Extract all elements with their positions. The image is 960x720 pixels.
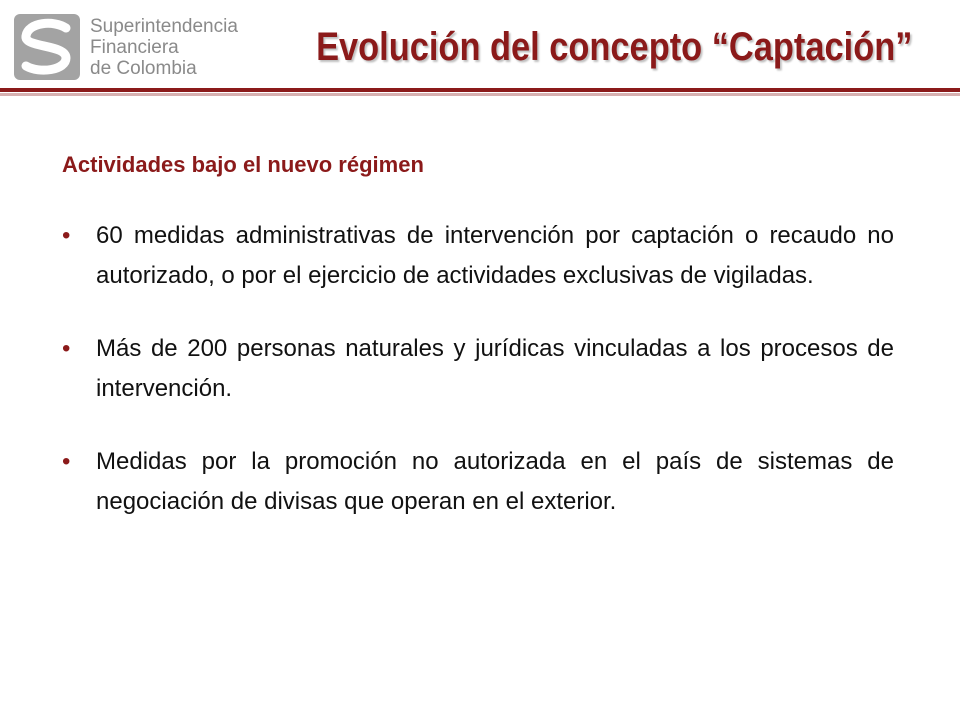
slide-header [0, 0, 960, 100]
bullet-text: Más de 200 personas naturales y jurídicas vinculadas a los procesos de intervención. [96, 335, 894, 402]
slide-title: Evolución del concepto “Captación” [315, 25, 912, 69]
slide-content [62, 150, 894, 555]
header-divider-light [0, 93, 960, 96]
bullet-list [62, 216, 894, 522]
bullet-item [62, 216, 894, 296]
section-subtitle: Actividades bajo el nuevo régimen [62, 152, 424, 177]
bullet-item [62, 442, 894, 522]
logo-line-3: de Colombia [90, 58, 197, 79]
logo-text [90, 16, 238, 79]
logo-emblem-icon [14, 14, 80, 80]
bullet-text: 60 medidas administrativas de intervención por captación o recaudo no autorizado, o por el ejercicio de actividades exclusivas de vigiladas. [96, 222, 894, 289]
logo-line-1: Superintendencia [90, 16, 238, 37]
header-divider [0, 88, 960, 92]
logo-line-2: Financiera [90, 37, 179, 58]
bullet-icon: • [62, 335, 71, 362]
bullet-item [62, 329, 894, 409]
bullet-text: Medidas por la promoción no autorizada en el país de sistemas de negociación de divisas que operan en el exterior. [96, 448, 894, 515]
bullet-icon: • [62, 222, 71, 249]
bullet-icon: • [62, 448, 71, 475]
superintendencia-logo [14, 14, 244, 84]
